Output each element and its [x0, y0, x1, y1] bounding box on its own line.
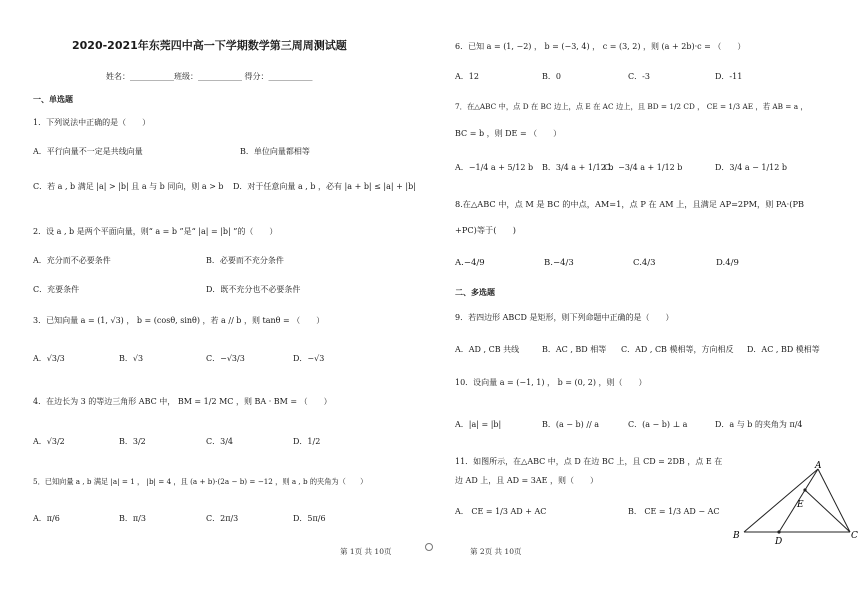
q8-option-c: C.4/3	[633, 258, 656, 268]
q11-option-a: A． CE = 1/3 AD + AC	[455, 507, 547, 516]
student-info-line: 姓名：___________班级：___________ 得分：___________	[106, 72, 313, 81]
label-b: B	[733, 531, 740, 541]
q6-stem: 6．已知 a = (1, −2) ， b = (−3, 4) ， c = (3, 2) ，则 (a + 2b)·c = （ ）	[455, 42, 746, 51]
q7-stem-line2: BC = b ，则 DE = （ ）	[455, 129, 562, 138]
right-page	[430, 0, 860, 607]
q7-option-d: D．3/4 a − 1/12 b	[715, 163, 788, 172]
label-a: A	[815, 461, 822, 471]
q8-stem-line1: 8.在△ABC 中，点 M 是 BC 的中点，AM=1，点 P 在 AM 上，且满足 AP=2PM，则 PA·(PB	[455, 199, 805, 209]
q3-option-d: D．−√3	[293, 354, 325, 363]
q6-option-d: D．-11	[715, 72, 743, 81]
point-e	[803, 488, 806, 491]
q8-option-d: D.4/9	[716, 258, 739, 268]
segment-ce	[805, 490, 850, 532]
q10-stem: 10．设向量 a = (−1, 1) ， b = (0, 2) ，则（ ）	[455, 378, 647, 387]
q3-option-c: C．−√3/3	[206, 354, 245, 363]
q7-stem-line1: 7．在△ABC 中，点 D 在 BC 边上，点 E 在 AC 边上，且 BD = 1/2 CD ， CE = 1/3 AE ，若 AB = a ，	[455, 102, 808, 111]
side-ab	[744, 469, 818, 532]
q4-option-c: C．3/4	[206, 437, 233, 446]
q6-option-a: A．12	[455, 72, 479, 81]
q6-option-c: C．-3	[628, 72, 650, 81]
q2-stem: 2．设 a , b 是两个平面向量，则“ a = b ”是“ |a| = |b| ”的（ ）	[33, 227, 278, 236]
q7-option-b: B．3/4 a + 1/12 b	[542, 163, 614, 172]
q8-option-b: B.−4/3	[544, 258, 574, 268]
side-ac	[818, 469, 850, 532]
q11-stem-line1: 11．如图所示，在△ABC 中，点 D 在边 BC 上，且 CD = 2DB ，点 E 在	[455, 457, 723, 466]
q5-option-b: B．π/3	[119, 514, 146, 523]
q5-option-d: D．5π/6	[293, 514, 326, 523]
footer-page-left: 第 1页 共 10页	[340, 547, 392, 556]
q1-option-b: B．单位向量都相等	[240, 147, 310, 156]
q10-option-b: B．(a − b) // a	[542, 420, 600, 429]
q5-option-a: A．π/6	[33, 514, 60, 523]
point-d	[777, 530, 780, 533]
label-d: D	[775, 537, 783, 545]
q5-stem: 5．已知向量 a , b 满足 |a| = 1 ， |b| = 4 ，且 (a + b)·(2a − b) = −12 ，则 a , b 的夹角为（ ）	[33, 477, 368, 486]
q10-option-a: A．|a| = |b|	[455, 420, 502, 429]
q1-option-d: D．对于任意向量 a , b ，必有 |a + b| ≤ |a| + |b|	[233, 182, 416, 191]
label-e: E	[797, 500, 804, 510]
q10-option-d: D．a 与 b 的夹角为 π/4	[715, 420, 803, 429]
q3-option-b: B．√3	[119, 354, 144, 363]
q4-option-a: A．√3/2	[33, 437, 65, 446]
q4-option-d: D．1/2	[293, 437, 321, 446]
q8-option-a: A.−4/9	[455, 258, 485, 268]
q1-option-a: A．平行向量不一定是共线向量	[33, 147, 143, 156]
q6-option-b: B．0	[542, 72, 561, 81]
q4-option-b: B．3/2	[119, 437, 146, 446]
q9-option-b: B．AC , BD 相等	[542, 345, 607, 354]
q9-option-d: D．AC , BD 模相等	[747, 345, 820, 354]
section-single-choice: 一、单选题	[33, 95, 73, 104]
label-c: C	[851, 531, 858, 541]
q7-option-a: A．−1/4 a + 5/12 b	[455, 163, 534, 172]
q3-stem: 3．已知向量 a = (1, √3) ， b = (cosθ, sinθ) ，若 a // b ，则 tanθ = （ ）	[33, 316, 325, 325]
q1-stem: 1．下列说法中正确的是（ ）	[33, 118, 151, 127]
q11-stem-line2: 边 AD 上，且 AD = 3AE ，则（ ）	[455, 476, 599, 485]
q7-option-c: C．−3/4 a + 1/12 b	[604, 163, 683, 172]
q4-stem: 4．在边长为 3 的等边三角形 ABC 中， BM = 1/2 MC ，则 BA · BM = （ ）	[33, 397, 332, 406]
q2-option-a: A．充分而不必要条件	[33, 256, 111, 265]
q5-option-c: C．2π/3	[206, 514, 239, 523]
q9-option-c: C．AD , CB 模相等，方向相反	[621, 345, 734, 354]
footer-page-right: 第 2页 共 10页	[470, 547, 522, 556]
q10-option-c: C．(a − b) ⊥ a	[628, 420, 688, 429]
q2-option-c: C．充要条件	[33, 285, 80, 294]
section-multi-choice: 二、多选题	[455, 288, 495, 297]
q8-stem-line2: +PC)等于( )	[455, 225, 516, 235]
q1-option-c: C．若 a , b 满足 |a| > |b| 且 a 与 b 同向，则 a > b	[33, 182, 224, 191]
q9-stem: 9．若四边形 ABCD 是矩形，则下列命题中正确的是（ ）	[455, 313, 674, 322]
q2-option-d: D．既不充分也不必要条件	[206, 285, 301, 294]
page-title: 2020-2021年东莞四中高一下学期数学第三周周测试题	[72, 39, 347, 52]
triangle-figure	[730, 460, 860, 545]
q11-option-b: B． CE = 1/3 AD − AC	[628, 507, 720, 516]
q9-option-a: A．AD , CB 共线	[455, 345, 520, 354]
q3-option-a: A．√3/3	[33, 354, 65, 363]
q2-option-b: B．必要而不充分条件	[206, 256, 284, 265]
